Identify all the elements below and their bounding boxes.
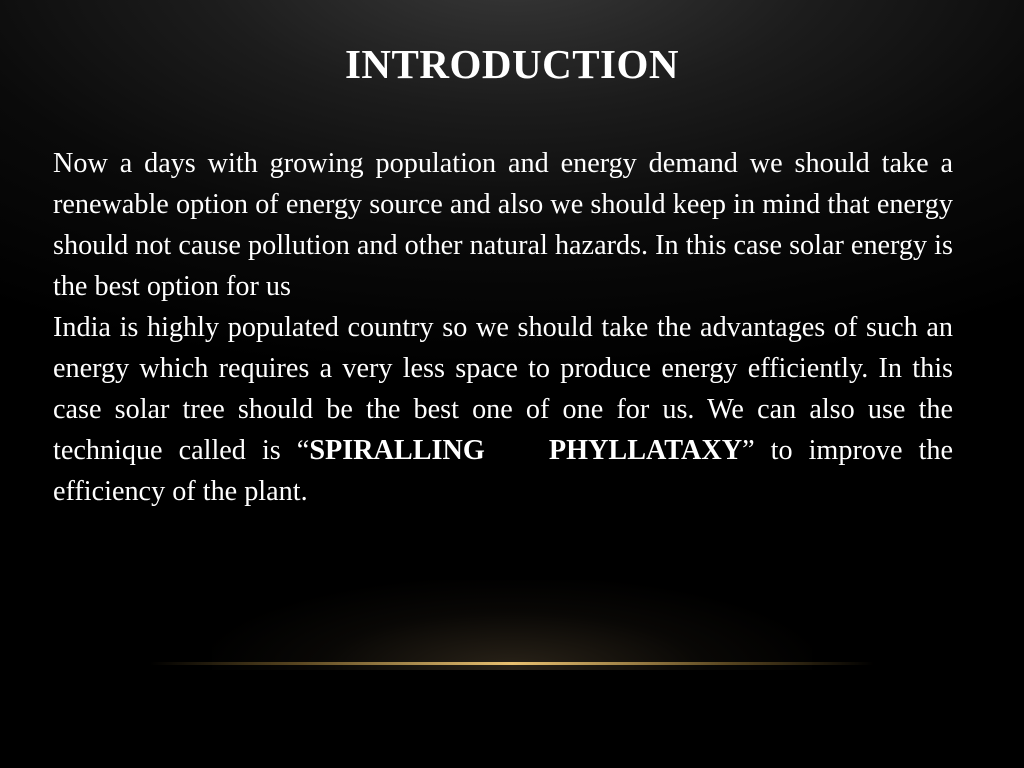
- slide-title: INTRODUCTION: [344, 41, 680, 87]
- paragraph-1: Now a days with growing population and energy demand we should take a renewable option of energy source and also we should keep in mind that energy should not cause pollution and other natural hazards. In this case solar energy is the best option for us: [53, 148, 953, 302]
- slide-body: [53, 143, 953, 512]
- paragraph-2-tail: to improve the efficiency of the plant.: [53, 435, 954, 507]
- technique-name: SPIRALLING PHYLLATAXY: [309, 435, 743, 466]
- paragraph-2-text: India is highly populated country so we should take the advantages of such an energy which requires a very less space to produce energy efficiently. In this case solar tree should be the best one of one for us. We can also use the technique called is: [53, 312, 953, 466]
- accent-divider-line: [150, 662, 874, 665]
- open-quote: “: [296, 435, 310, 466]
- close-quote: ”: [742, 435, 755, 466]
- paragraph-2: [53, 307, 953, 512]
- accent-glow: [212, 580, 812, 670]
